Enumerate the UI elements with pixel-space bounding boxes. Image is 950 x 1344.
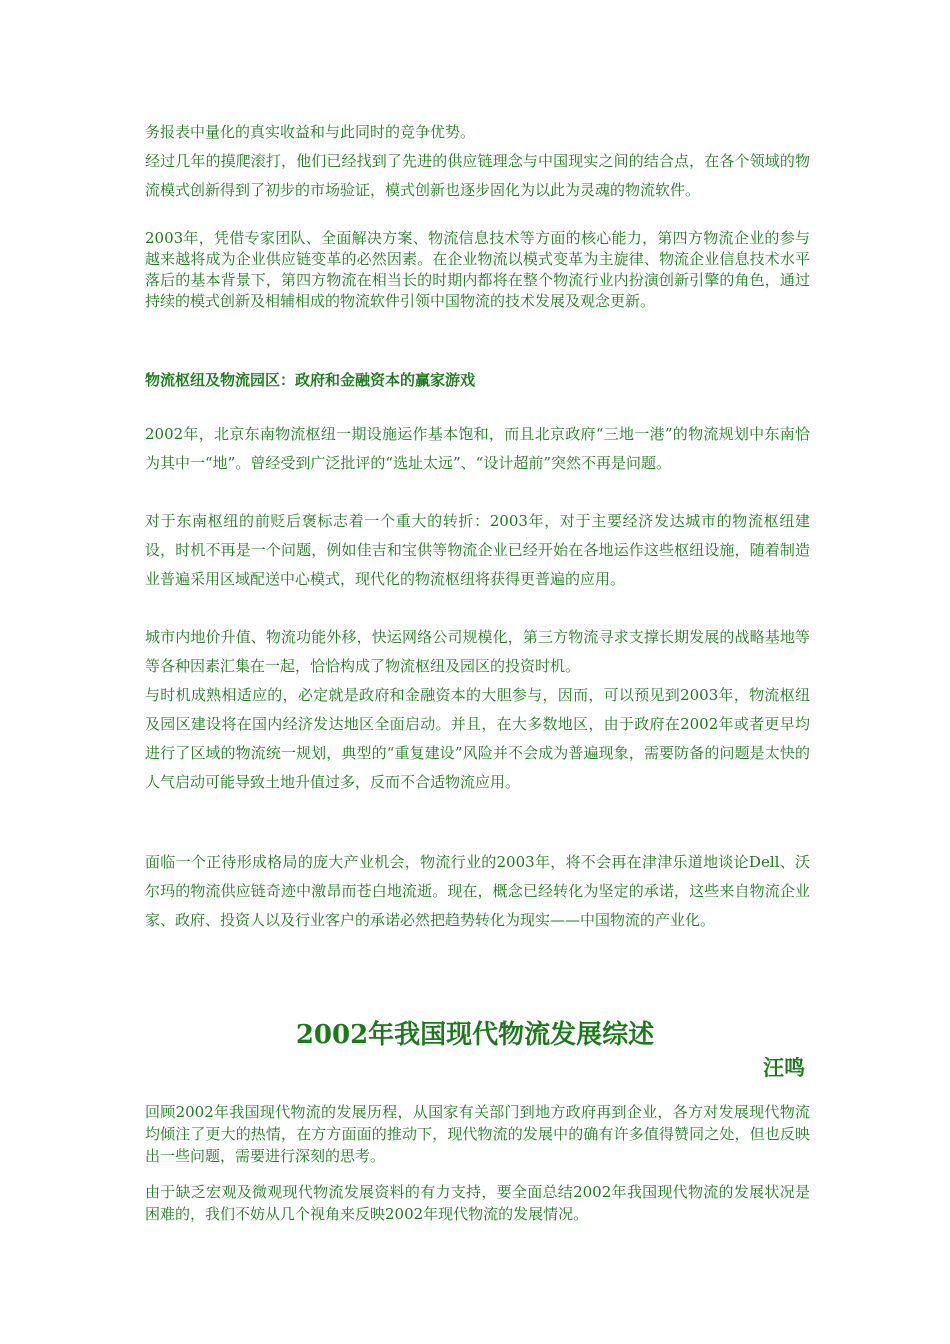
paragraph-turning-point: 对于东南枢纽的前贬后褒标志着一个重大的转折：2003年，对于主要经济发达城市的物流枢纽建设，时机不再是一个问题，例如佳吉和宝供等物流企业已经开始在各地运作这些枢纽设施，随着制造业普遍采用区域配送中心模式，现代化的物流枢纽将获得更普遍的应用。 [145,512,810,588]
paragraph-fourth-party-logistics: 2003年，凭借专家团队、全面解决方案、物流信息技术等方面的核心能力，第四方物流企业的参与越来越将成为企业供应链变革的必然因素。在企业物流以模式变革为主旋律、物流企业信息技术水平落后的基本背景下，第四方物流在相当长的时期内都将在整个物流行业内扮演创新引擎的角色，通过持续的模式创新及相辅相成的物流软件引领中国物流的技术发展及观念更新。 [145,229,810,310]
paragraph-beijing-hub: 2002年，北京东南物流枢纽一期设施运作基本饱和，而且北京政府“三地一港”的物流规划中东南恰为其中一“地”。曾经受到广泛批评的“选址太远”、“设计超前”突然不再是问题。 [145,425,810,472]
paragraph-review-2002: 回顾2002年我国现代物流的发展历程，从国家有关部门到地方政府再到企业，各方对发展现代物流均倾注了更大的热情，在方方面面的推动下，现代物流的发展中的确有许多值得赞同之处，但也反映出一些问题，需要进行深刻的思考。 [145,1103,810,1165]
paragraph-industrialization: 面临一个正待形成格局的庞大产业机会，物流行业的2003年，将不会再在津津乐道地谈论Dell、沃尔玛的物流供应链奇迹中激昂而苍白地流逝。现在，概念已经转化为坚定的承诺，这些来自物流企业家、政府、投资人以及行业客户的承诺必然把趋势转化为现实——中国物流的产业化。 [145,853,810,929]
paragraph-continued: 务报表中量化的真实收益和与此同时的竞争优势。 [145,123,476,141]
paragraph-supply-chain-innovation: 经过几年的摸爬滚打，他们已经找到了先进的供应链理念与中国现实之间的结合点，在各个领域的物流模式创新得到了初步的市场验证，模式创新也逐步固化为以此为灵魂的物流软件。 [145,152,810,199]
paragraph-perspectives: 由于缺乏宏观及微观现代物流发展资料的有力支持，要全面总结2002年我国现代物流的发展状况是困难的，我们不妨从几个视角来反映2002年现代物流的发展情况。 [145,1183,810,1223]
section-heading-logistics-hubs: 物流枢纽及物流园区：政府和金融资本的赢家游戏 [145,371,476,389]
article-author: 汪鸣 [763,1055,805,1080]
paragraph-investment-timing: 城市内地价升值、物流功能外移，快运网络公司规模化，第三方物流寻求支撑长期发展的战略基地等等各种因素汇集在一起，恰恰构成了物流枢纽及园区的投资时机。 [145,628,810,675]
paragraph-government-capital: 与时机成熟相适应的，必定就是政府和金融资本的大胆参与，因而，可以预见到2003年，物流枢纽及园区建设将在国内经济发达地区全面启动。并且，在大多数地区，由于政府在2002年或者更早均进行了区域的物流统一规划，典型的“重复建设”风险并不会成为普遍现象，需要防备的问题是太快的人气启动可能导致土地升值过多，反而不合适物流应用。 [145,686,810,791]
article-title: 2002年我国现代物流发展综述 [295,1020,655,1050]
